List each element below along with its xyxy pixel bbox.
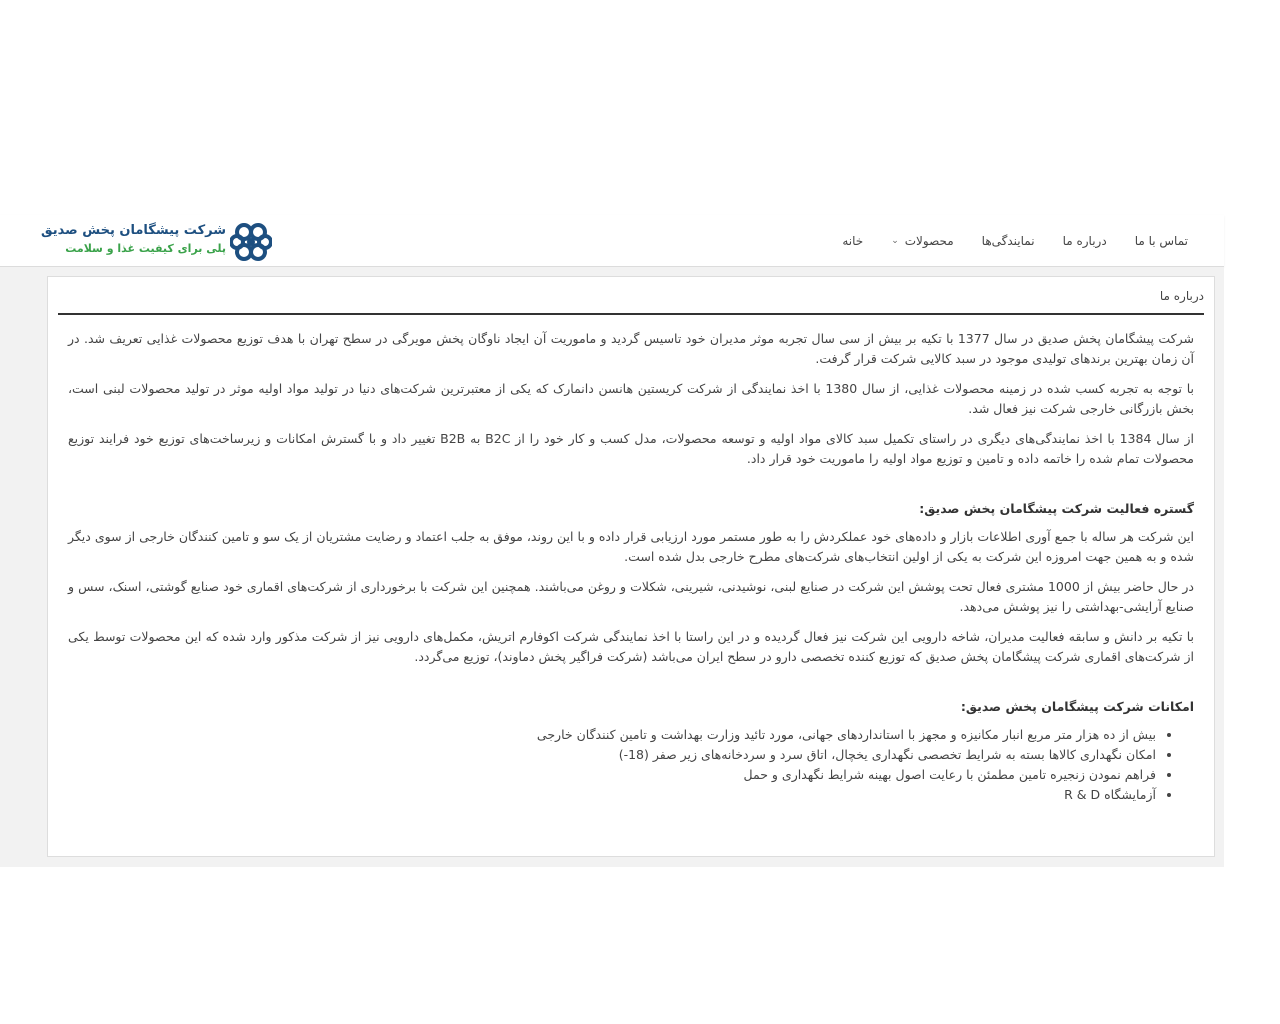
nav-item-about[interactable]: [1063, 234, 1107, 248]
facilities-heading: امکانات شرکت پیشگامان پخش صدیق:: [960, 699, 1194, 714]
nav-item-label: درباره ما: [1062, 233, 1107, 248]
nav-item-label: نمایندگی‌ها: [981, 233, 1035, 248]
chevron-down-icon: ⌄: [891, 235, 899, 246]
scope-paragraph: در حال حاضر بیش از 1000 مشتری فعال تحت پوشش این شرکت در صنایع لبنی، نوشیدنی، شیرینی، شکلات و روغن می‌باشند. همچنین این شرکت با برخورداری از شرکت‌های اقماری خود صنایع گوشتی، اسنک، سس و صنایع آرایشی-بهداشتی را نیز پوشش می‌دهد.: [68, 579, 1194, 614]
brand-text: [41, 221, 226, 257]
list-item: • آزمایشگاه R & D: [68, 785, 1156, 805]
intro-paragraph: با توجه به تجربه کسب شده در زمینه محصولات غذایی، از سال 1380 با اخذ نمایندگی از شرکت کریستین هانسن دانمارک که یکی از معتبرترین شرکت‌های دنیا در تولید مواد اولیه موثر در تولید محصولات لبنی است، بخش بازرگانی خارجی شرکت نیز فعال شد.: [68, 381, 1194, 416]
list-item: • امکان نگهداری کالاها بسته به شرایط تخصصی نگهداری یخچال، اتاق سرد و سردخانه‌های زیر صفر (18-): [68, 745, 1156, 765]
about-card-title: درباره ما: [58, 277, 1204, 315]
nav-item-contact[interactable]: [1135, 234, 1188, 248]
nav-item-label: خانه: [842, 233, 864, 248]
site-header: [0, 215, 1224, 267]
about-card: [47, 276, 1215, 857]
about-card-body: [48, 315, 1214, 805]
nav-item-products[interactable]: [891, 234, 953, 248]
nav-item-agencies[interactable]: [982, 234, 1035, 248]
intro-paragraph: شرکت پیشگامان پخش صدیق در سال 1377 با تکیه بر بیش از سی سال تجربه موثر مدیران خود تاسیس گردید و ماموریت آن ایجاد ناوگان پخش مویرگی در سطح تهران با هدف توزیع محصولات غذایی تعریف شد. در آن زمان بهترین برندهای تولیدی موجود در سبد کالایی شرکت قرار گرفت.: [68, 331, 1195, 366]
list-item: • بیش از ده هزار متر مربع انبار مکانیزه و مجهز با استانداردهای جهانی، مورد تائید وزارت بهداشت و تامین کنندگان خارجی: [68, 725, 1156, 745]
brand-tagline: پلی برای کیفیت غذا و سلامت: [65, 242, 226, 255]
scope-paragraph: این شرکت هر ساله با جمع آوری اطلاعات بازار و داده‌های خود عملکردش را به طور مستمر مورد ارزیابی قرار داده و با این روند، موفق به جلب اعتماد و رضایت مشتریان از یک سو و تامین کنندگان خارجی از سوی دیگر شده و به همین جهت امروزه این شرکت به یکی از اولین انتخاب‌های شرکت‌های مطرح خارجی بدل شده است.: [68, 529, 1194, 564]
scope-heading: گستره فعالیت شرکت پیشگامان پخش صدیق:: [919, 501, 1194, 516]
list-item: • فراهم نمودن زنجیره تامین مطمئن با رعایت اصول بهینه شرایط نگهداری و حمل: [68, 765, 1156, 785]
content-background-edge: [0, 860, 22, 867]
facilities-list: [68, 725, 1194, 805]
brand-title: شرکت پیشگامان پخش صدیق: [41, 223, 226, 238]
brand-logo[interactable]: [41, 219, 274, 263]
top-blank-area: [0, 0, 1280, 215]
scope-paragraph: با تکیه بر دانش و سابقه فعالیت مدیران، شاخه دارویی این شرکت نیز فعال گردیده و در این راستا با اخذ نمایندگی شرکت اکوفارم اتریش، مکمل‌های دارویی نیز از شرکت مذکور وارد شده که این محصولات توسط یکی از شرکت‌های اقماری شرکت پیشگامان پخش صدیق که توزیع کننده تخصصی دارو در سطح ایران می‌باشد (شرکت فراگیر پخش دماوند)، توزیع می‌گردد.: [68, 629, 1194, 664]
intro-paragraph: از سال 1384 با اخذ نمایندگی‌های دیگری در راستای تکمیل سبد کالای مواد اولیه و توسعه محصولات، مدل کسب و کار خود را از B2C به B2B تغییر داد و با گسترش امکانات و زیرساخت‌های توزیع خود فرایند توزیع محصولات تمام شده را خاتمه داده و تامین و توزیع مواد اولیه را ماموریت خود قرار داد.: [68, 431, 1194, 466]
nav-item-home[interactable]: [842, 234, 863, 248]
brand-emblem-icon: [230, 221, 272, 263]
main-nav: [814, 215, 1188, 266]
nav-item-label: محصولات: [904, 233, 954, 248]
nav-item-label: تماس با ما: [1134, 233, 1188, 248]
